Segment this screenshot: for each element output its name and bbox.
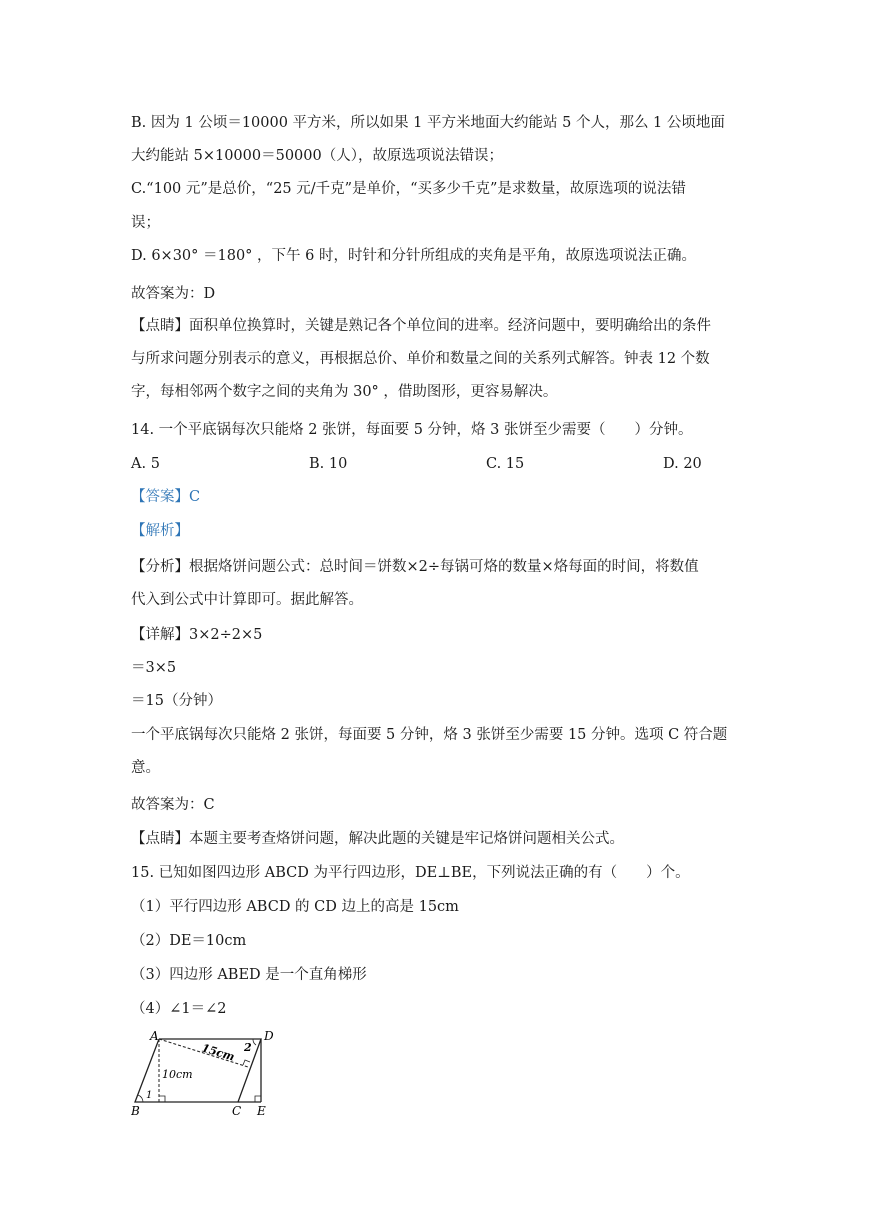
- angle-2-arc: [253, 1039, 256, 1045]
- detail-line-5: 意。: [131, 760, 160, 776]
- label-d: D: [264, 1029, 274, 1043]
- right-angle-mark-cd: [243, 1060, 250, 1065]
- comment-14: 【点睛】本题主要考查烙饼问题，解决此题的关键是牢记烙饼问题相关公式。: [131, 831, 624, 847]
- parallelogram-outline: [135, 1039, 261, 1102]
- label-a: A: [150, 1029, 159, 1043]
- answer-14: 故答案为：C: [131, 797, 215, 813]
- label-angle-2: 2: [244, 1041, 252, 1054]
- option-14-d: D. 20: [663, 456, 702, 472]
- statement-3: （3）四边形 ABED 是一个直角梯形: [131, 967, 367, 983]
- question-15: 15. 已知如图四边形 ABCD 为平行四边形，DE⊥BE，下列说法正确的有（ ）个。: [131, 865, 690, 881]
- angle-1-arc: [138, 1095, 143, 1102]
- analysis-label-14: 【解析】: [131, 523, 189, 539]
- detail-line-2: ＝3×5: [131, 660, 177, 676]
- comment-13-line-3: 字，每相邻两个数字之间的夹角为 30° ，借助图形，更容易解决。: [131, 384, 558, 400]
- parallelogram-figure: [131, 1026, 281, 1118]
- detail-line-1: 【详解】3×2÷2×5: [131, 627, 263, 643]
- option-c-line-1: C.“100 元”是总价，“25 元/千克”是单价，“买多少千克”是求数量，故原选项的说法错: [131, 181, 686, 197]
- statement-1: （1）平行四边形 ABCD 的 CD 边上的高是 15cm: [131, 899, 459, 915]
- comment-13-line-1: 【点睛】面积单位换算时，关键是熟记各个单位间的进率。经济问题中，要明确给出的条件: [131, 318, 711, 334]
- analysis-line-1: 【分析】根据烙饼问题公式：总时间＝饼数×2÷每锅可烙的数量×烙每面的时间，将数值: [131, 559, 699, 575]
- statement-2: （2）DE＝10cm: [131, 933, 247, 949]
- question-14: 14. 一个平底锅每次只能烙 2 张饼，每面要 5 分钟，烙 3 张饼至少需要（ ）分钟。: [131, 422, 693, 438]
- option-14-a: A. 5: [131, 456, 160, 472]
- label-e: E: [257, 1104, 266, 1118]
- label-b: B: [131, 1104, 140, 1118]
- option-b-line-1: B. 因为 1 公顷＝10000 平方米，所以如果 1 平方米地面大约能站 5 个人，那么 1 公顷地面: [131, 115, 725, 131]
- label-angle-1: 1: [146, 1090, 153, 1101]
- label-c: C: [232, 1104, 242, 1118]
- answer-13: 故答案为：D: [131, 286, 216, 302]
- analysis-line-2: 代入到公式中计算即可。据此解答。: [131, 592, 363, 608]
- detail-line-4: 一个平底锅每次只能烙 2 张饼，每面要 5 分钟，烙 3 张饼至少需要 15 分钟。选项 C 符合题: [131, 727, 728, 743]
- option-14-b: B. 10: [309, 456, 348, 472]
- answer-label-14: 【答案】C: [131, 489, 201, 505]
- comment-13-line-2: 与所求问题分别表示的意义，再根据总价、单价和数量之间的关系列式解答。钟表 12 个数: [131, 351, 710, 367]
- statement-4: （4）∠1＝∠2: [131, 1001, 227, 1017]
- option-c-line-2: 误；: [131, 215, 160, 231]
- label-10cm: 10cm: [162, 1068, 193, 1081]
- option-14-c: C. 15: [486, 456, 525, 472]
- label-15cm: 15cm: [200, 1041, 237, 1064]
- detail-line-3: ＝15（分钟）: [131, 693, 222, 709]
- option-b-line-2: 大约能站 5×10000＝50000（人），故原选项说法错误；: [131, 148, 503, 164]
- right-angle-mark-e: [255, 1096, 261, 1102]
- right-angle-mark-base: [159, 1096, 165, 1102]
- option-d-line: D. 6×30° ＝180° ，下午 6 时，时针和分针所组成的夹角是平角，故原选项说法正确。: [131, 248, 696, 264]
